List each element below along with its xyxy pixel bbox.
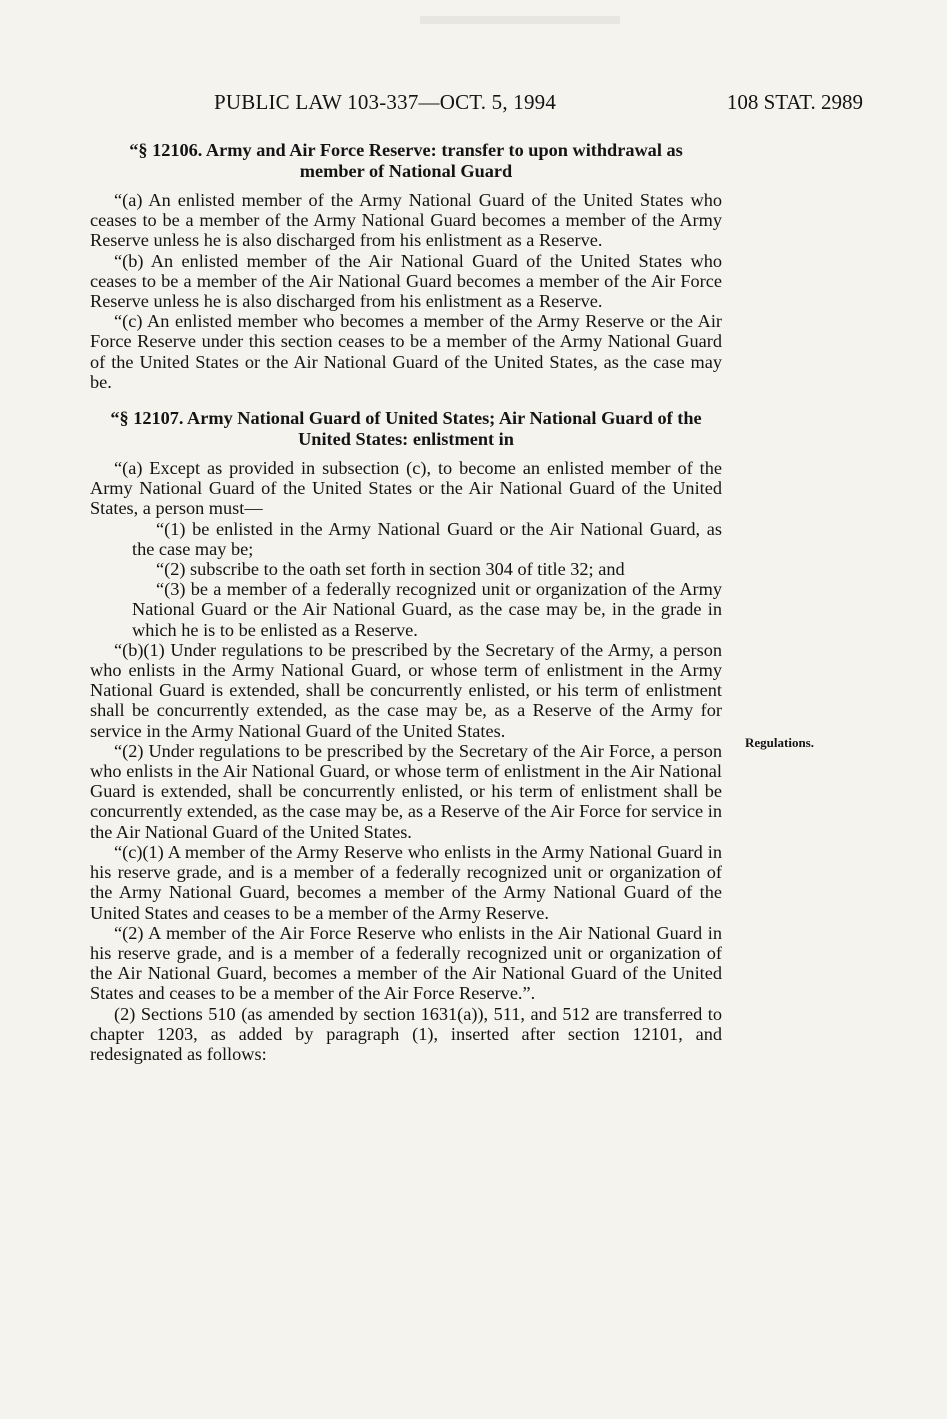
closing-paragraph: (2) Sections 510 (as amended by section 1631(a)), 511, and 512 are transferred to chapter 1203, as added by paragraph (1), inserted after section 12101, and redesignated as follows: (90, 1003, 722, 1064)
paragraph-12107-a: “(a) Except as provided in subsection (c), to become an enlisted member of the Army National Guard of the United States or the Air National Guard of the United States, a person must— (90, 458, 722, 519)
item-12107-a-2: “(2) subscribe to the oath set forth in section 304 of title 32; and (156, 559, 625, 580)
paragraph-12107-c-2: “(2) A member of the Air Force Reserve who enlists in the Air National Guard in his reserve grade, and is a member of a federally recognized unit or organization of the Air National Guard, becomes a member of the Air National Guard of the United States and ceases to be a member of the Air Force Reserve.”. (90, 922, 722, 1004)
item-12107-a-3: “(3) be a member of a federally recognized unit or organization of the Army National Guard or the Air National Guard, as the case may be, in the grade in which he is to be enlisted as a Reserve. (132, 579, 722, 640)
item-12107-a-1: “(1) be enlisted in the Army National Guard or the Air National Guard, as the case may be; (132, 518, 722, 559)
statute-body (90, 140, 722, 1064)
section-heading-12107: “§ 12107. Army National Guard of United States; Air National Guard of the United States: enlistment in (110, 408, 702, 450)
paragraph-12106-a: “(a) An enlisted member of the Army National Guard of the United States who ceases to be a member of the Army National Guard becomes a member of the Army Reserve unless he is also discharged from his enlistment as a Reserve. (90, 190, 722, 251)
running-header (0, 90, 947, 120)
paragraph-12106-b: “(b) An enlisted member of the Air National Guard of the United States who ceases to be a member of the Air National Guard becomes a member of the Air Force Reserve unless he is also discharged from his enlistment as a Reserve. (90, 250, 722, 312)
show-through-shading (420, 16, 620, 24)
paragraph-12106-c: “(c) An enlisted member who becomes a member of the Army Reserve or the Air Force Reserve under this section ceases to be a member of the Army National Guard of the United States or the Air National Guard of the United States, as the case may be. (90, 311, 722, 392)
stat-page-number: 108 STAT. 2989 (726, 90, 863, 114)
paragraph-12107-b-1: “(b)(1) Under regulations to be prescribed by the Secretary of the Army, a person who enlists in the Army National Guard, or whose term of enlistment in the Army National Guard is extended, shall be concurrently enlisted, or his term of enlistment shall be concurrently extended, as the case may be, as a Reserve of the Army for service in the Army National Guard of the United States. (90, 639, 722, 741)
running-title: PUBLIC LAW 103-337—OCT. 5, 1994 (214, 90, 557, 114)
paragraph-12107-b-2: “(2) Under regulations to be prescribed by the Secretary of the Air Force, a person who enlists in the Air National Guard, or whose term of enlistment in the Air National Guard is extended, shall be concurrently enlisted, or his term of enlistment shall be concurrently extended, as the case may be, as a Reserve of the Air Force for service in the Air National Guard of the United States. (90, 740, 722, 842)
margin-note-regulations: Regulations. (745, 735, 814, 750)
section-heading-12106: “§ 12106. Army and Air Force Reserve: transfer to upon withdrawal as member of National Guard (129, 140, 683, 181)
paragraph-12107-c-1: “(c)(1) A member of the Army Reserve who enlists in the Army National Guard in his reserve grade, and is a member of a federally recognized unit or organization of the Army National Guard, becomes a member of the Army National Guard of the United States and ceases to be a member of the Army Reserve. (90, 841, 722, 923)
